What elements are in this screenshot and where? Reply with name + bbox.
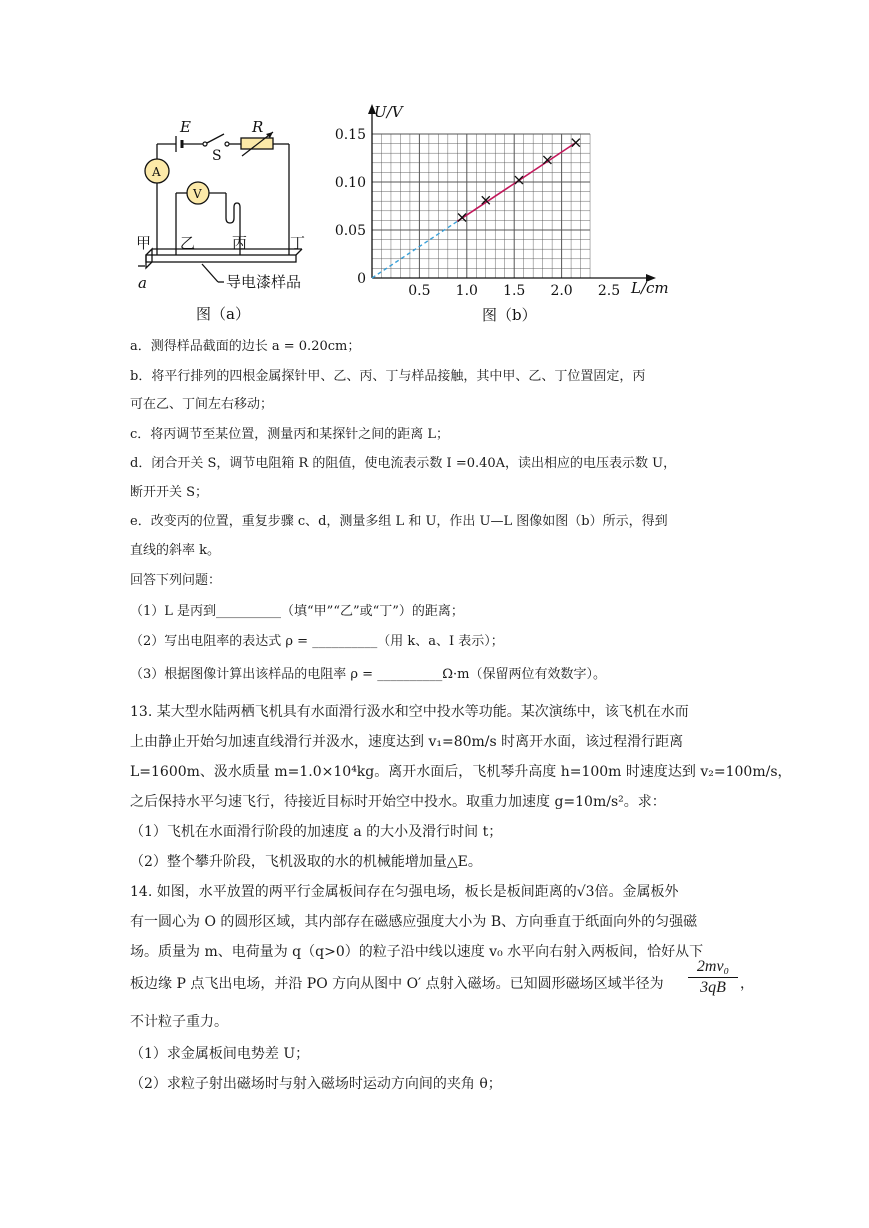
problem-14-line5: 不计粒子重力。 [130,1014,228,1030]
y-tick-label: 0.15 [334,127,366,143]
questions-intro: 回答下列问题： [130,573,222,588]
edge-label: a [138,274,147,292]
data-point-marker [515,176,523,184]
radius-fraction [688,958,738,997]
problem-14-line1-start: 14. 如图，水平放置的两平行金属板间存在匀强电场，板长是板间距离的 [130,884,577,900]
probe-bing-label: 丙 [232,234,248,252]
problem-14-question1: （1）求金属板间电势差 U； [130,1046,310,1062]
x-tick-label: 1.5 [503,283,526,299]
switch-label: S [212,148,222,164]
question-12-1: （1）L 是丙到__________（填“甲”“乙”或“丁”）的距离； [130,604,464,619]
y-tick-label: 0.05 [334,223,366,239]
question-12-3: （3）根据图像计算出该样品的电阻率 ρ = __________Ω·m（保留两位有效数字）。 [130,667,606,682]
figure-a-caption: 图（a） [196,305,250,323]
problem-14-line1 [130,882,679,902]
problem-14-line2: 有一圆心为 O 的圆形区域，其内部存在磁感应强度大小为 B、方向垂直于纸面向外的匀强磁 [130,914,698,930]
problem-14-line1-end: 倍。金属板外 [594,884,679,900]
problem-13-line3: L=1600m、汲水质量 m=1.0×10⁴kg。离开水面后，飞机琴升高度 h=100m 时速度达到 v₂=100m/s， [130,764,792,780]
figure-b-caption: 图（b） [482,306,537,324]
circuit-diagram [128,112,328,327]
probe-yi-label: 乙 [180,234,196,252]
problem-13-line1: 13. 某大型水陆两栖飞机具有水面滑行汲水和空中投水等功能。某次演练中，该飞机在水而 [130,704,689,720]
x-tick-label: 2.5 [597,283,621,299]
x-tick-label: 0.5 [408,283,431,299]
step-b-line1: b．将平行排列的四根金属探针甲、乙、丙、丁与样品接触，其中甲、乙、丁位置固定，丙 [130,369,646,384]
step-e-line2: 直线的斜率 k。 [130,543,221,558]
probe-ding-label: 丁 [290,234,306,252]
step-a: a．测得样品截面的边长 a = 0.20cm； [130,339,361,354]
problem-14-question2: （2）求粒子射出磁场时与射入磁场时运动方向间的夹角 θ； [130,1076,502,1092]
data-point-marker [572,139,580,147]
step-d-line2: 断开开关 S； [130,485,209,500]
problem-14-line4-end: ， [740,976,754,992]
rheostat [241,138,273,149]
problem-13-line4: 之后保持水平匀速飞行，待接近目标时开始空中投水。取重力加速度 g=10m/s²。求： [130,794,666,810]
y-axis-label: U/V [374,103,403,121]
y-tick-label: 0 [357,271,366,287]
fraction-denominator: 3qB [700,979,726,996]
problem-13-line2: 上由静止开始匀加速直线滑行并汲水，速度达到 v₁=80m/s 时离开水面，该过程滑行距离 [130,734,684,750]
problem-13-question2: （2）整个攀升阶段，飞机汲取的水的机械能增加量△E。 [130,854,482,870]
u-l-chart [330,98,675,328]
sample-label: 导电漆样品 [226,273,302,291]
problem-14-line4: 板边缘 P 点飞出电场，并沿 PO 方向从图中 O′ 点射入磁场。已知圆形磁场区域半径为 [130,976,664,992]
ammeter-label: A [152,165,161,179]
chart-ticks [335,127,620,299]
step-d-line1: d．闭合开关 S，调节电阻箱 R 的阻值，使电流表示数 I =0.40A，读出相应的电压表示数 U， [130,456,677,471]
x-tick-label: 2.0 [550,283,573,299]
step-e-line1: e．改变丙的位置，重复步骤 c、d，测量多组 L 和 U，作出 U—L 图像如图（b）所示，得到 [130,514,668,529]
y-tick-label: 0.10 [334,175,366,191]
step-c: c．将丙调节至某位置，测量丙和某探针之间的距离 L； [130,427,450,442]
rheostat-label: R [252,118,264,136]
sqrt-three: √3 [576,884,595,900]
fraction-numerator: 2mv₀ [688,958,738,978]
problem-13-question1: （1）飞机在水面滑行阶段的加速度 a 的大小及滑行时间 t； [130,824,503,840]
problem-14-line3: 场。质量为 m、电荷量为 q（q>0）的粒子沿中线以速度 v₀ 水平向右射入两板间，恰好从下 [130,944,704,960]
x-tick-label: 1.0 [455,283,478,299]
voltmeter-label: V [193,187,202,201]
x-axis-label: L/cm [631,279,669,297]
probe-jia-label: 甲 [136,234,152,252]
question-12-2: （2）写出电阻率的表达式 ρ = __________（用 k、a、I 表示）； [130,634,504,649]
chart-axes [368,104,656,282]
battery-label: E [180,118,191,136]
step-b-line2: 可在乙、丁间左右移动； [130,397,274,412]
